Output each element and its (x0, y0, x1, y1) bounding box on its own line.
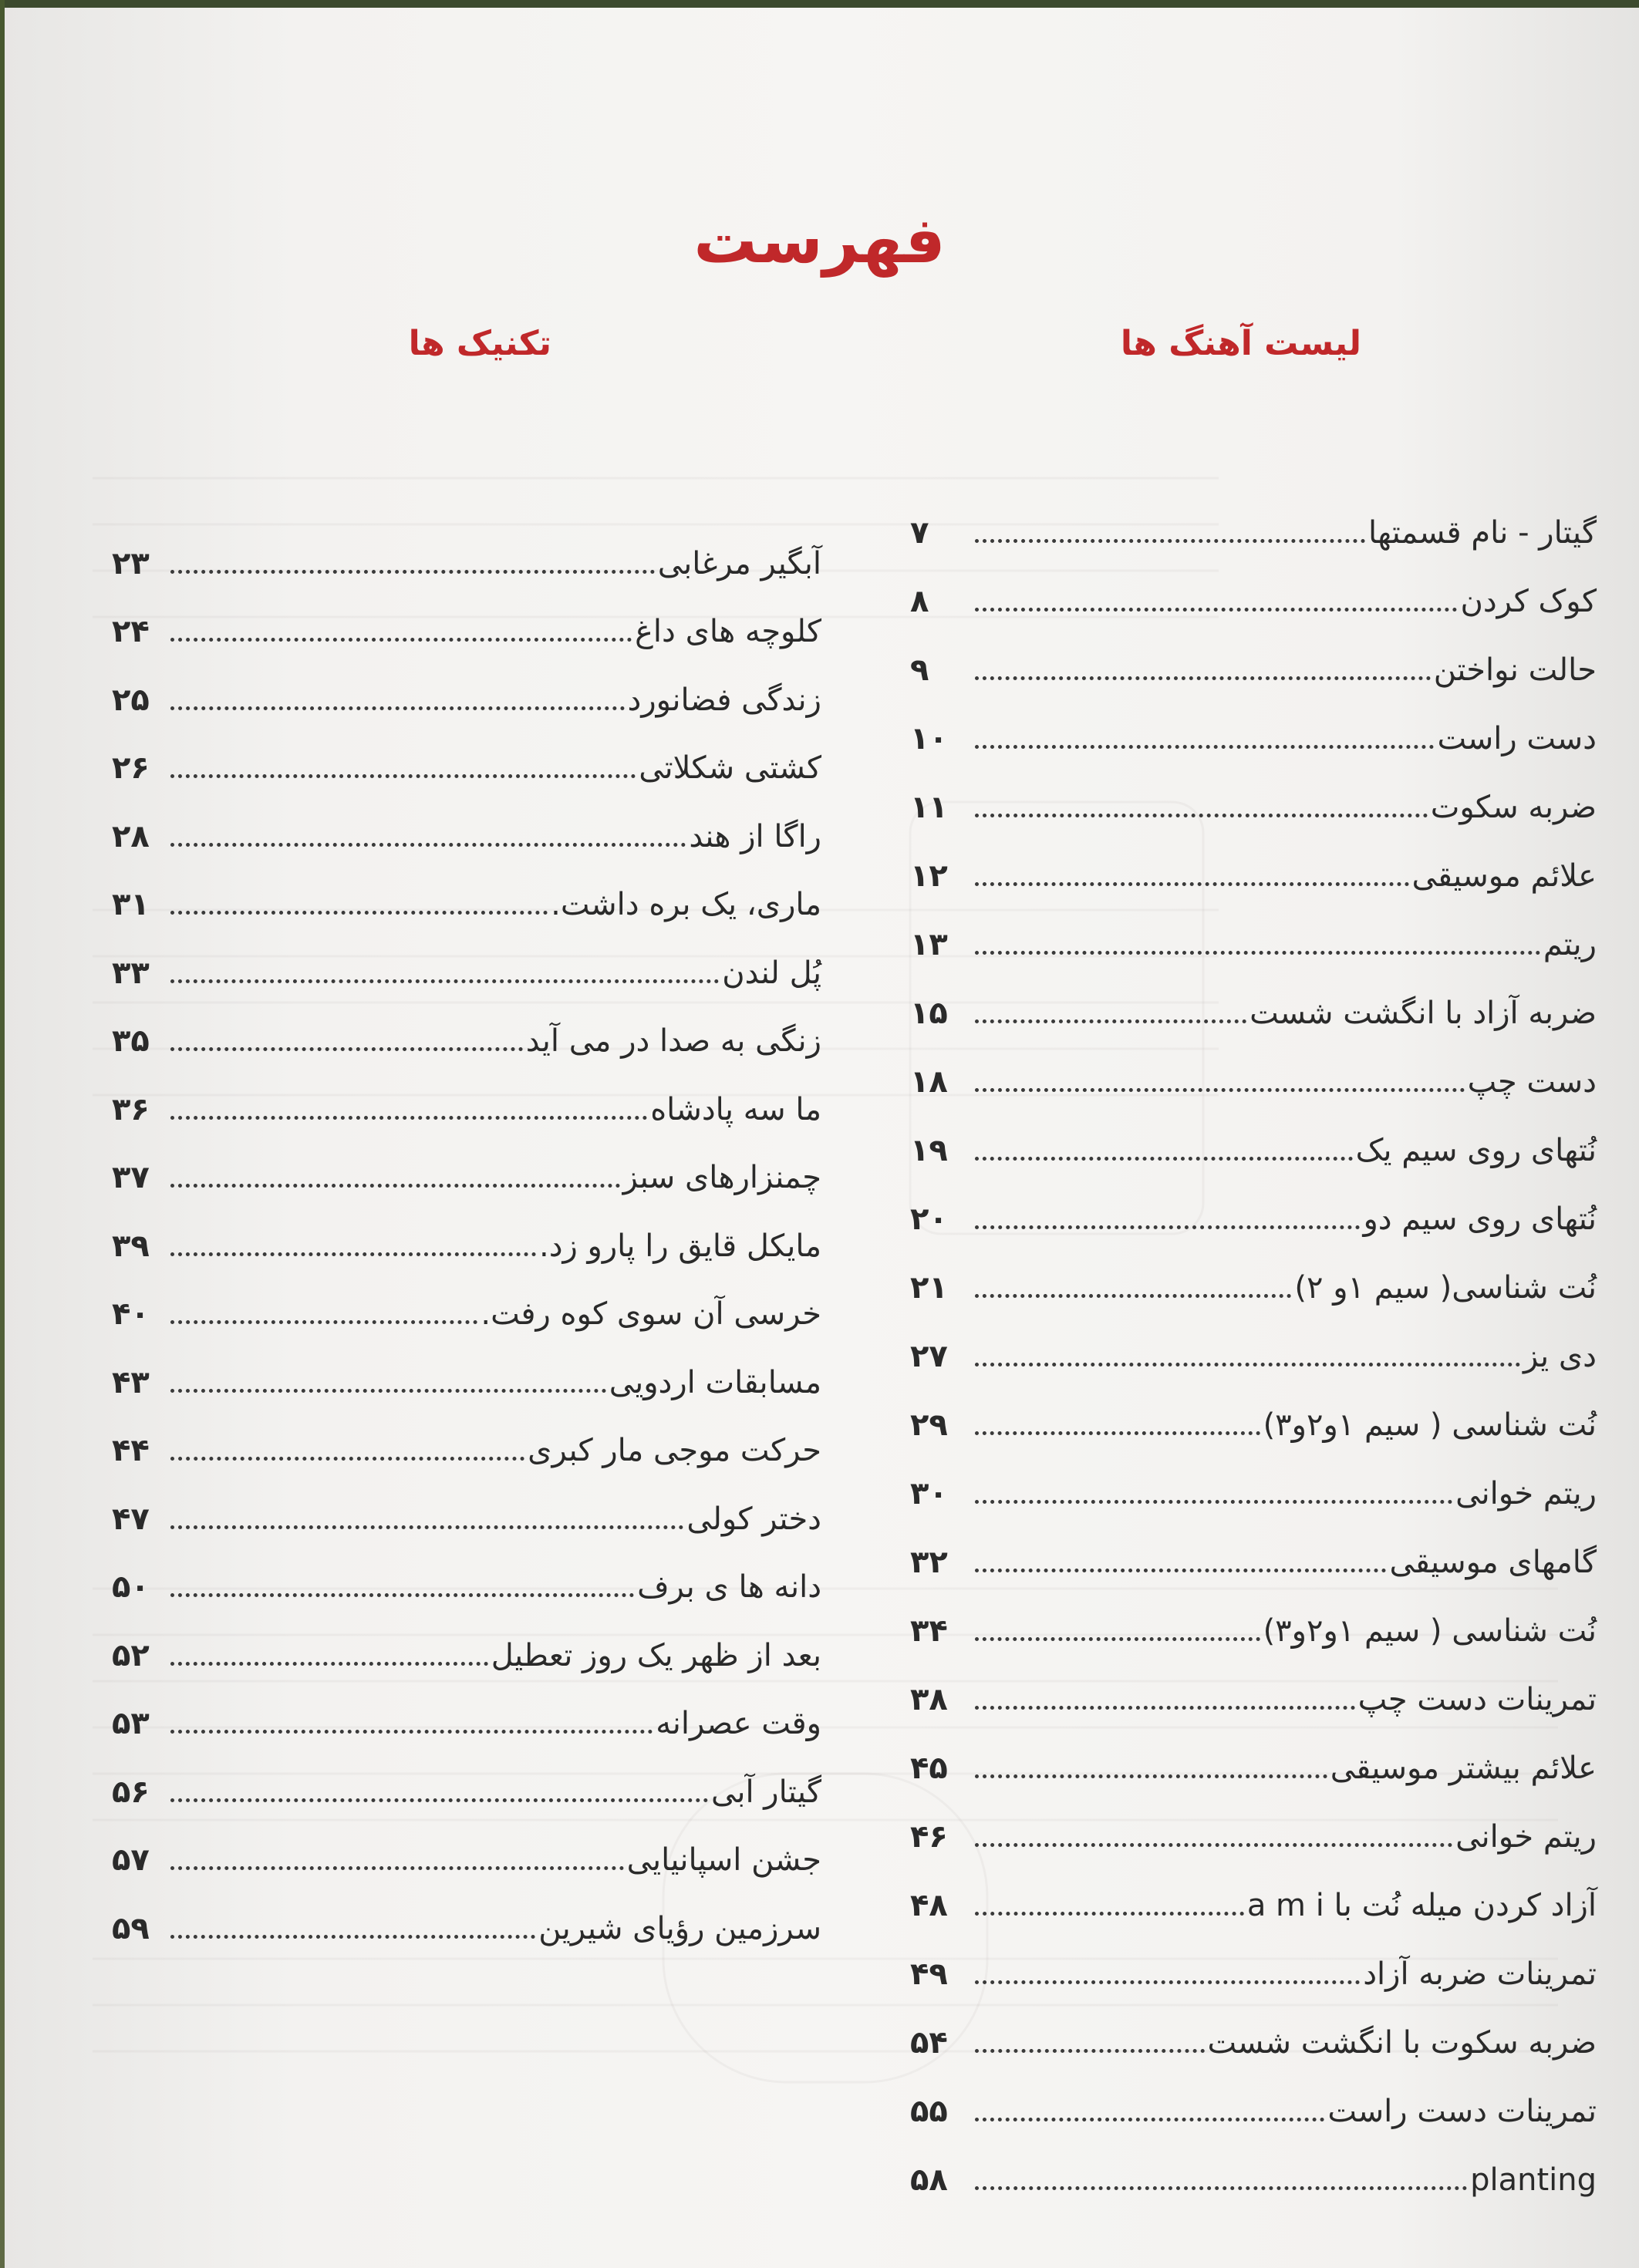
toc-entry-title: تمرینات ضربه آزاد (1363, 1956, 1597, 1992)
toc-entry-page: ۵۸ (910, 2162, 948, 2198)
toc-entry-title: تمرینات دست چپ (1357, 1682, 1597, 1717)
dot-leader (975, 2186, 1467, 2190)
toc-entry[interactable] (910, 1992, 1597, 2061)
toc-entry[interactable] (112, 1741, 821, 1810)
toc-entry-title: نُت شناسی( سیم ۱و ۲) (1294, 1270, 1597, 1306)
toc-entry-title: ریتم خوانی (1455, 1819, 1597, 1855)
toc-entry[interactable] (910, 1786, 1597, 1855)
toc-entry-title: ضربه آزاد با انگشت شست (1249, 996, 1597, 1031)
toc-entry[interactable] (910, 482, 1597, 551)
dot-leader (170, 638, 632, 642)
toc-entry[interactable] (910, 962, 1597, 1031)
toc-entry[interactable] (910, 619, 1597, 688)
toc-entry-title: گیتار - نام قسمتها (1368, 515, 1597, 551)
toc-entry[interactable] (112, 1468, 821, 1537)
dot-leader (975, 1569, 1386, 1572)
toc-entry[interactable] (112, 513, 821, 581)
toc-entry[interactable] (112, 1059, 821, 1127)
toc-entry-title: دست چپ (1467, 1064, 1597, 1100)
toc-entry[interactable] (910, 1374, 1597, 1443)
dot-leader (975, 539, 1365, 543)
toc-entry-title: بعد از ظهر یک روز تعطیل (491, 1637, 821, 1673)
toc-entry-title: زنگی به صدا در می آید (525, 1023, 821, 1059)
toc-entry-title: علائم بیشتر موسیقی (1330, 1751, 1597, 1786)
toc-entry-title: نُتهای روی سیم دو (1363, 1201, 1597, 1237)
dot-leader (170, 1662, 488, 1666)
toc-entry-title: دانه ها ی برف (637, 1569, 821, 1605)
toc-entry-page: ۱۲ (910, 858, 948, 894)
dot-leader (170, 843, 686, 847)
dot-leader (975, 745, 1434, 749)
toc-entry-title: خرسی آن سوی کوه رفت. (481, 1296, 821, 1332)
dot-leader (975, 1363, 1520, 1367)
toc-entry-title: کلوچه های داغ (635, 614, 821, 649)
toc-entry-page: ۵۰ (112, 1569, 150, 1605)
toc-entry-page: ۳۷ (112, 1160, 150, 1195)
toc-entry-title: ضربه سکوت با انگشت شست (1207, 2025, 1597, 2061)
toc-entry-title: دختر کولی (686, 1501, 821, 1537)
dot-leader (170, 1389, 606, 1393)
toc-entry-title: کشتی شکلاتی (639, 750, 821, 786)
toc-entry[interactable] (112, 581, 821, 650)
toc-entry-title: planting (1470, 2162, 1597, 2198)
toc-entry[interactable] (112, 854, 821, 923)
dot-leader (170, 1525, 683, 1529)
toc-entry-title: چمنزارهای سبز (622, 1160, 821, 1195)
toc-entry-page: ۳۱ (112, 887, 150, 922)
toc-entry-title: وقت عصرانه (656, 1706, 821, 1741)
toc-entry-page: ۴۰ (112, 1296, 150, 1332)
dot-leader (975, 1225, 1360, 1229)
toc-entry[interactable] (910, 894, 1597, 962)
toc-entry-page: ۴۶ (910, 1819, 948, 1855)
toc-entry-title: جشن اسپانیایی (626, 1842, 821, 1878)
toc-entry[interactable] (112, 1537, 821, 1606)
dot-leader (975, 2049, 1205, 2053)
toc-entry-page: ۴۵ (910, 1751, 948, 1786)
toc-entry-page: ۵۶ (112, 1774, 150, 1810)
toc-entry-title: علائم موسیقی (1411, 858, 1597, 894)
dot-leader (170, 1457, 524, 1461)
toc-entry-page: ۸ (910, 584, 929, 619)
dot-leader (975, 1637, 1260, 1641)
toc-entry-title: ماری، یک بره داشت. (551, 887, 821, 922)
toc-entry[interactable] (112, 1127, 821, 1196)
toc-entry-page: ۱۹ (910, 1133, 948, 1168)
toc-entry-title: تمرینات دست راست (1327, 2094, 1597, 2129)
toc-entry[interactable] (112, 991, 821, 1060)
dot-leader (170, 979, 719, 983)
toc-entry[interactable] (910, 2061, 1597, 2129)
dot-leader (975, 1019, 1246, 1023)
toc-entry[interactable] (910, 1580, 1597, 1649)
toc-entry[interactable] (112, 1195, 821, 1264)
toc-entry-page: ۱۳ (910, 927, 948, 962)
toc-entry[interactable] (910, 1855, 1597, 1923)
toc-entry-page: ۳۸ (910, 1682, 948, 1717)
dot-leader (170, 911, 548, 915)
toc-entry-page: ۲۰ (910, 1201, 948, 1237)
toc-entry-page: ۳۹ (112, 1228, 150, 1264)
toc-entry-page: ۳۰ (910, 1476, 948, 1511)
toc-entry-page: ۱۸ (910, 1064, 948, 1100)
toc-entry-title: ما سه پادشاه (650, 1091, 821, 1127)
page-title: فهرست (693, 204, 946, 278)
toc-entry-page: ۲۷ (910, 1339, 948, 1374)
toc-entry[interactable] (910, 2129, 1597, 2198)
toc-entry-title: دست راست (1437, 721, 1597, 757)
dot-leader (975, 1500, 1452, 1504)
toc-entry[interactable] (910, 825, 1597, 894)
toc-entry[interactable] (112, 649, 821, 718)
toc-entry[interactable] (112, 1605, 821, 1673)
toc-entry[interactable] (112, 1400, 821, 1469)
toc-entry-title: سرزمین رؤیای شیرین (538, 1910, 821, 1946)
toc-entry[interactable] (910, 1031, 1597, 1100)
toc-entry[interactable] (910, 1237, 1597, 1306)
toc-entry-page: ۵۵ (910, 2094, 948, 2129)
dot-leader (170, 1116, 647, 1120)
toc-entry[interactable] (910, 1923, 1597, 1992)
dot-leader (170, 570, 655, 574)
toc-entry[interactable] (910, 1717, 1597, 1786)
toc-entry[interactable] (112, 1878, 821, 1946)
toc-entry-title: ریتم (1543, 927, 1597, 962)
toc-entry-page: ۹ (910, 652, 929, 688)
dot-leader (170, 1047, 523, 1051)
dot-leader (170, 1320, 477, 1324)
dot-leader (170, 1730, 653, 1734)
toc-entry[interactable] (910, 757, 1597, 825)
toc-entry-page: ۲۴ (112, 614, 150, 649)
toc-entry-title: ریتم خوانی (1455, 1476, 1597, 1511)
toc-entry[interactable] (112, 922, 821, 991)
toc-entry[interactable] (910, 551, 1597, 619)
toc-entry-page: ۴۴ (112, 1433, 150, 1468)
dot-leader (975, 1774, 1327, 1778)
toc-entry-page: ۵۲ (112, 1637, 150, 1673)
toc-entry-page: ۲۱ (910, 1270, 948, 1306)
toc-entry-title: گامهای موسیقی (1389, 1545, 1597, 1580)
dot-leader (170, 1252, 536, 1256)
toc-entry-page: ۴۳ (112, 1364, 150, 1400)
dot-leader (975, 2118, 1324, 2121)
toc-entry-page: ۷ (910, 515, 929, 551)
toc-entry-page: ۱۵ (910, 996, 948, 1031)
toc-entry-page: ۵۳ (112, 1706, 150, 1741)
techniques-heading: تکنیک ها (408, 324, 551, 363)
toc-entry-page: ۱۱ (910, 790, 948, 825)
toc-entry-page: ۳۶ (112, 1091, 150, 1127)
toc-entry[interactable] (910, 1168, 1597, 1237)
dot-leader (975, 676, 1431, 680)
toc-entry-title: مسابقات اردویی (609, 1364, 821, 1400)
toc-entry-title: زندگی فضانورد (627, 682, 821, 718)
toc-entry-page: ۴۷ (112, 1501, 150, 1537)
songs-heading: لیست آهنگ ها (1120, 324, 1361, 363)
toc-entry-page: ۵۴ (910, 2025, 948, 2061)
toc-entry-page: ۲۹ (910, 1407, 948, 1443)
dot-leader (975, 1843, 1452, 1847)
toc-entry-title: نُت شناسی ( سیم ۱و۲و۳) (1263, 1407, 1597, 1443)
toc-entry-page: ۳۵ (112, 1023, 150, 1059)
toc-entry[interactable] (112, 1264, 821, 1333)
toc-entry-page: ۲۵ (112, 682, 150, 718)
toc-entry[interactable] (112, 1332, 821, 1400)
toc-entry-title: نُت شناسی ( سیم ۱و۲و۳) (1263, 1613, 1597, 1649)
toc-entry-title: آزاد کردن میله نُت با a m i (1246, 1888, 1597, 1923)
toc-entry-title: ضربه سکوت (1430, 790, 1597, 825)
toc-entry-page: ۱۰ (910, 721, 948, 757)
toc-entry[interactable] (910, 1443, 1597, 1511)
toc-entry-title: آبگیر مرغابی (657, 545, 821, 581)
toc-entry[interactable] (112, 1810, 821, 1879)
dot-leader (975, 951, 1540, 955)
toc-entry-page: ۳۴ (910, 1613, 948, 1649)
toc-entry[interactable] (112, 1673, 821, 1742)
dot-leader (975, 814, 1428, 817)
toc-entry-title: راگا از هند (689, 818, 821, 854)
dot-leader (170, 1184, 620, 1188)
toc-entry-title: مایکل قایق را پارو زد. (538, 1228, 821, 1264)
toc-entry[interactable] (112, 718, 821, 787)
toc-entry[interactable] (910, 1306, 1597, 1374)
toc-entry[interactable] (112, 786, 821, 854)
dot-leader (975, 1157, 1353, 1161)
toc-entry[interactable] (910, 1511, 1597, 1580)
dot-leader (975, 1706, 1355, 1710)
dot-leader (170, 1798, 708, 1802)
toc-entry-page: ۳۲ (910, 1545, 948, 1580)
dot-leader (170, 1593, 634, 1597)
dot-leader (975, 1912, 1244, 1916)
dot-leader (975, 608, 1457, 612)
dot-leader (170, 1935, 535, 1939)
toc-entry-title: کوک کردن (1460, 584, 1597, 619)
dot-leader (170, 1866, 624, 1870)
dot-leader (170, 706, 625, 710)
dot-leader (975, 1088, 1465, 1092)
toc-entry[interactable] (910, 1100, 1597, 1168)
toc-entry-page: ۵۷ (112, 1842, 150, 1878)
toc-entry-title: دی یز (1523, 1339, 1597, 1374)
toc-entry-page: ۲۶ (112, 750, 150, 786)
dot-leader (170, 774, 636, 778)
dot-leader (975, 1980, 1360, 1984)
toc-entry[interactable] (910, 1649, 1597, 1717)
toc-entry-title: پُل لندن (722, 955, 821, 991)
toc-entry-page: ۵۹ (112, 1910, 150, 1946)
toc-entry-title: گیتار آبی (711, 1774, 821, 1810)
toc-entry[interactable] (910, 688, 1597, 757)
techniques-list (112, 513, 821, 1946)
toc-entry-page: ۴۹ (910, 1956, 948, 1992)
toc-entry-page: ۴۸ (910, 1888, 948, 1923)
toc-entry-title: حرکت موجی مار کبری (528, 1433, 821, 1468)
dot-leader (975, 1431, 1260, 1435)
toc-entry-page: ۲۸ (112, 818, 150, 854)
toc-entry-page: ۲۳ (112, 545, 150, 581)
dot-leader (975, 882, 1409, 886)
toc-entry-title: نُتهای روی سیم یک (1355, 1133, 1597, 1168)
dot-leader (975, 1294, 1291, 1298)
songs-list (910, 482, 1597, 2198)
toc-entry-title: حالت نواختن (1433, 652, 1597, 688)
toc-entry-page: ۳۳ (112, 955, 150, 991)
